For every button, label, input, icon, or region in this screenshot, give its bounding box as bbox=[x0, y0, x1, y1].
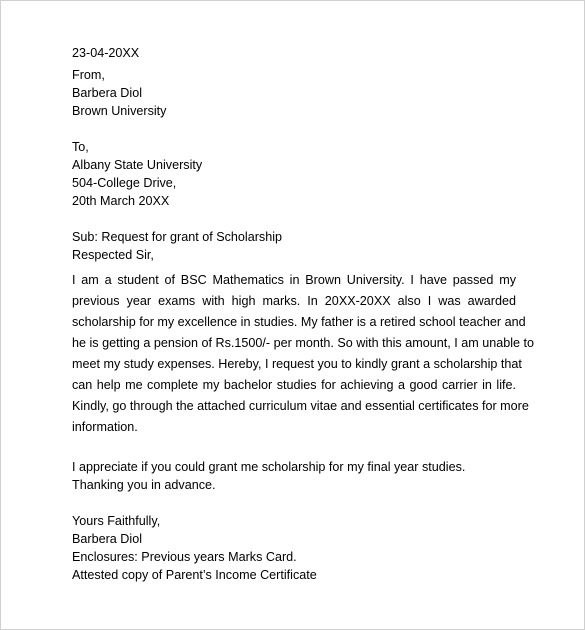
thanks-line: Thanking you in advance. bbox=[72, 478, 216, 492]
enclosure-item: Attested copy of Parent’s Income Certificate bbox=[72, 568, 317, 582]
body-line: he is getting a pension of Rs.1500/- per month. So with this amount, I am unable to bbox=[72, 336, 535, 350]
from-name: Barbera Diol bbox=[72, 86, 142, 100]
salutation: Respected Sir, bbox=[72, 248, 154, 262]
body-line: previous year exams with high marks. In 20XX-20XX also I was awarded bbox=[72, 294, 516, 308]
signoff: Yours Faithfully, bbox=[72, 514, 161, 528]
signoff-name: Barbera Diol bbox=[72, 532, 142, 546]
body-line: Kindly, go through the attached curriculum vitae and essential certificates for more bbox=[72, 399, 529, 413]
letter-content bbox=[72, 44, 535, 584]
to-label: To, bbox=[72, 140, 89, 154]
from-organization: Brown University bbox=[72, 104, 167, 118]
body-line: can help me complete my bachelor studies for achieving a good carrier in life. bbox=[72, 378, 516, 392]
body-paragraph bbox=[72, 270, 535, 438]
body-line: information. bbox=[72, 420, 138, 434]
enclosures-line: Enclosures: Previous years Marks Card. bbox=[72, 550, 297, 564]
body-line: I am a student of BSC Mathematics in Brown University. I have passed my bbox=[72, 273, 516, 287]
subject-line: Sub: Request for grant of Scholarship bbox=[72, 230, 283, 244]
from-label: From, bbox=[72, 68, 105, 82]
closing-line: I appreciate if you could grant me scholarship for my final year studies. bbox=[72, 460, 466, 474]
letter-date: 23-04-20XX bbox=[72, 46, 140, 60]
to-address: 504-College Drive, bbox=[72, 176, 177, 190]
body-line: meet my study expenses. Hereby, I request you to kindly grant a scholarship that bbox=[72, 357, 522, 371]
to-organization: Albany State University bbox=[72, 158, 203, 172]
body-line: scholarship for my excellence in studies. My father is a retired school teacher and bbox=[72, 315, 526, 329]
to-date: 20th March 20XX bbox=[72, 194, 170, 208]
